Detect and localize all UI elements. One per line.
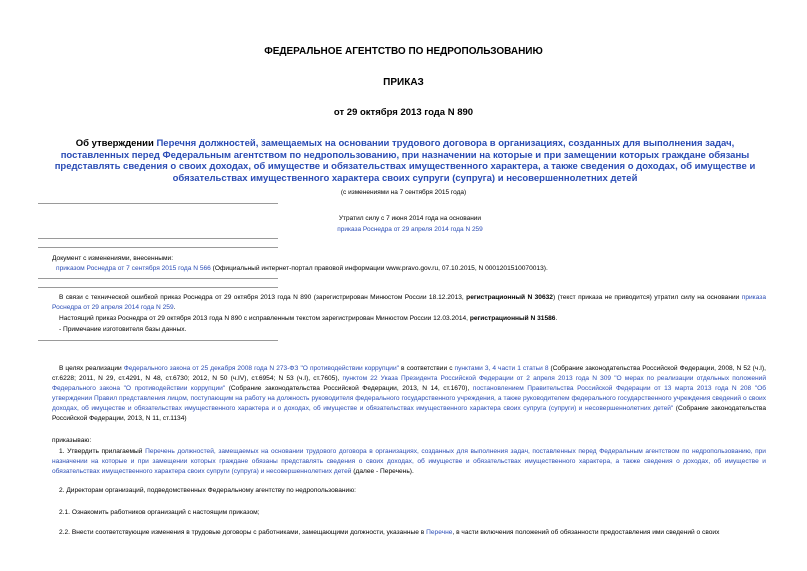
lost-force-link[interactable]: приказа Роснедра от 29 апреля 2014 года N 259 (337, 225, 483, 233)
document-date-number: от 29 октября 2013 года N 890 (333, 107, 474, 118)
item-2-paragraph: 2. Директорам организаций, подведомственных Федеральному агентству по недропользованию: (59, 487, 356, 494)
changes-source: (Официальный интернет-портал правовой информации www.pravo.gov.ru, 07.10.2015, N 0001201510070013). (210, 265, 548, 272)
item-1-text: 1. Утвердить прилагаемый (59, 448, 146, 455)
item-2-2-paragraph (52, 528, 766, 538)
lost-force-line: Утратил силу с 7 июня 2014 года на основании (338, 215, 482, 222)
item-1-paragraph (52, 447, 766, 477)
divider (38, 203, 278, 204)
preamble-text: в соответствии с (399, 365, 455, 372)
divider (38, 238, 278, 239)
item-2-1-paragraph: 2.1. Ознакомить работников организаций с настоящим приказом; (59, 509, 260, 516)
tech-error-link[interactable]: приказа Роснедра от 29 апреля 2014 года N 259 (52, 294, 766, 311)
resolution-link[interactable]: постановлением Правительства Российской Федерации от 13 марта 2013 года N 208 "Об утверждении Правил представления лицом, поступающим на работу на должность руководителя федерального государственного учреждения, а также руководителем федерального государственного учреждения сведений о своих доходах, об имуществе и обязательствах имущественного характера и о доходах, об имуществе и обязательствах имущественного характера своих супруга (супруги) и несовершеннолетних детей" (52, 385, 766, 412)
registration-number: регистрационный N 30632 (466, 294, 553, 301)
preamble-text: (Собрание законодательства Российской Федерации, 2013, N 14, ст.1670), (225, 385, 473, 392)
list-link[interactable]: Перечень должностей, замещаемых на основании трудового договора в организациях, созданных для выполнения задач, поставленных перед Федеральным агентством по недропользованию, при назначении на которые и при замещении которых граждане обязаны представлять сведения о своих доходах, об имуществе и обязательствах имущественного характера, а также сведения о доходах, об имуществе и обязательствах имущественного характера своих супруги (супруга) и несовершеннолетних детей (52, 448, 766, 475)
preamble-paragraph (52, 364, 766, 424)
corrected-text: . (555, 315, 558, 322)
article-link[interactable]: пунктами 3, 4 части 1 статьи 8 (454, 365, 549, 372)
changes-link[interactable]: приказом Роснедра от 7 сентября 2015 года N 566 (56, 265, 211, 272)
tech-error-text: ) (текст приказа не приводится) утратил силу на основании (552, 294, 742, 301)
amendments-note: (с изменениями на 7 сентября 2015 года) (340, 189, 467, 196)
preamble-text: В целях реализации (59, 365, 124, 372)
title-prefix: Об утверждении (75, 138, 157, 149)
tech-error-text: . (173, 304, 176, 311)
preamble-text: (Собрание законодательства Российской Федерации, 2013, N 11, ст.1134) (52, 405, 766, 422)
document-title (52, 138, 758, 184)
changes-block (52, 254, 766, 274)
divider (38, 287, 278, 288)
item-2-2-text: 2.2. Внести соответствующие изменения в трудовые договоры с работниками, замещающими должности, указанные в (59, 529, 427, 536)
registration-number: регистрационный N 31586 (469, 315, 556, 322)
law-link[interactable]: Федерального закона от 25 декабря 2008 года N 273-ФЗ "О противодействии коррупции" (123, 365, 400, 372)
tech-error-text: В связи с технической ошибкой приказ Роснедра от 29 октября 2013 года N 890 (зарегистрирован Минюстом России 18.12.2013, (59, 294, 467, 301)
divider (38, 278, 278, 279)
title-link[interactable]: Перечня должностей, замещаемых на основании трудового договора в организациях, созданных для выполнения задач, поставленных перед Федеральным агентством по недропользованию, при назначении на которые и при замещении которых граждане обязаны представлять сведения о своих доходах, об имуществе и обязательствах имущественного характера, а также сведения о доходах, об имуществе и обязательствах имущественного характера своих супруги (супруга) и несовершеннолетних детей (54, 138, 756, 184)
changes-line (52, 264, 766, 274)
preamble-text: (Собрание законодательства Российской Федерации, 2008, N 52 (ч.I), ст.6228; 2011, N 29, ст.4291, N 48, ст.6730; 2012, N 50 (ч.IV), ст.6954; N 53 (ч.I), ст.7605), (52, 365, 767, 382)
list-link[interactable]: Перечне (426, 529, 453, 536)
tech-error-paragraph (52, 293, 766, 313)
corrected-text: Настоящий приказ Роснедра от 29 октября 2013 года N 890 с исправленным текстом зарегистрирован Минюстом России 12.03.2014, (59, 315, 470, 322)
order-word: приказываю: (52, 437, 92, 444)
document-type: ПРИКАЗ (383, 77, 424, 88)
lost-force-note (300, 214, 520, 235)
item-2-2-text: , в части включения положений об обязанности предоставления ими сведений о своих (452, 529, 720, 536)
item-1-text: (далее - Перечень). (351, 468, 414, 475)
corrected-text-paragraph (52, 314, 766, 324)
agency-name: ФЕДЕРАЛЬНОЕ АГЕНТСТВО ПО НЕДРОПОЛЬЗОВАНИЮ (264, 46, 543, 57)
db-note: - Примечание изготовителя базы данных. (59, 326, 187, 333)
changes-label: Документ с изменениями, внесенными: (52, 255, 174, 262)
divider (38, 247, 278, 248)
decree-link[interactable]: пунктом 22 Указа Президента Российской Федерации от 2 апреля 2013 года N 309 "О мерах по реализации отдельных положений Федерального закона "О противодействии коррупции" (52, 375, 767, 392)
divider (38, 340, 278, 341)
